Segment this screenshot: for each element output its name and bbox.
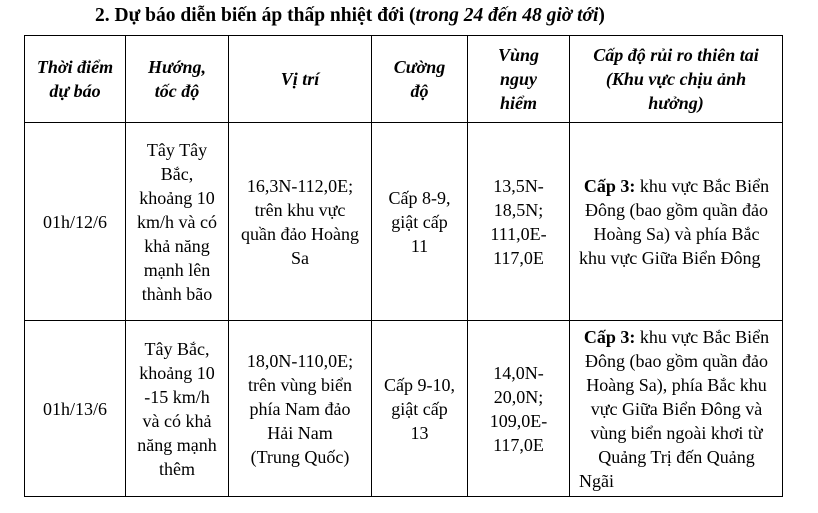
heading-italic: trong 24 đến 48 giờ tới (415, 5, 599, 26)
intensity-value: Cấp 8-9, giật cấp 11 (388, 187, 451, 256)
header-risk-label: Cấp độ rủi ro thiên tai (Khu vực chịu ảnh hưởng) (593, 45, 759, 113)
header-time-label: Thời điểm dự báo (36, 57, 114, 101)
table-row (25, 321, 783, 497)
header-direction (126, 36, 229, 123)
position-value: 18,0N-110,0E; trên vùng biển phía Nam đảo Hải Nam (Trung Quốc) (246, 350, 354, 467)
section-heading (95, 4, 605, 28)
header-danger-zone (468, 36, 570, 123)
danger-zone-value: 13,5N-18,5N; 111,0E-117,0E (490, 175, 547, 268)
header-time (25, 36, 126, 123)
time-value: 01h/13/6 (42, 398, 107, 419)
direction-value: Tây Bắc, khoảng 10 -15 km/h và có khả năng mạnh thêm (137, 338, 217, 479)
header-position (229, 36, 372, 123)
cell-direction (126, 123, 229, 321)
header-intensity-label: Cường độ (393, 57, 446, 101)
cell-intensity (372, 123, 468, 321)
cell-danger-zone (468, 321, 570, 497)
forecast-table (24, 35, 783, 497)
cell-intensity (372, 321, 468, 497)
cell-risk (570, 321, 783, 497)
header-intensity (372, 36, 468, 123)
table-header-row (25, 36, 783, 123)
header-risk (570, 36, 783, 123)
cell-position (229, 123, 372, 321)
risk-level: Cấp 3: (583, 175, 636, 196)
cell-danger-zone (468, 123, 570, 321)
heading-main: 2. Dự báo diễn biến áp thấp nhiệt đới ( (95, 5, 416, 26)
position-value: 16,3N-112,0E; trên khu vực quần đảo Hoàng Sa (241, 175, 359, 268)
header-danger-zone-label: Vùng nguy hiểm (497, 45, 540, 113)
time-value: 01h/12/6 (42, 211, 107, 232)
cell-risk (570, 123, 783, 321)
risk-level: Cấp 3: (583, 326, 636, 347)
risk-area: khu vực Bắc Biển Đông (bao gồm quần đảo Hoàng Sa) và phía Bắc khu vực Giữa Biển Đông (579, 175, 770, 268)
header-direction-label: Hướng, tốc độ (148, 57, 206, 101)
heading-close: ) (598, 5, 605, 26)
risk-area: khu vực Bắc Biển Đông (bao gồm quần đảo Hoàng Sa), phía Bắc khu vực Giữa Biển Đông và vùng biển ngoài khơi từ Quảng Trị đến Quảng Ngãi (579, 326, 770, 491)
header-position-label: Vị trí (280, 69, 320, 89)
danger-zone-value: 14,0N-20,0N; 109,0E-117,0E (489, 362, 548, 455)
intensity-value: Cấp 9-10, giật cấp 13 (384, 374, 455, 443)
cell-time (25, 321, 126, 497)
cell-position (229, 321, 372, 497)
cell-direction (126, 321, 229, 497)
direction-value: Tây Tây Bắc, khoảng 10 km/h và có khả năng mạnh lên thành bão (137, 139, 217, 304)
cell-time (25, 123, 126, 321)
table-row (25, 123, 783, 321)
